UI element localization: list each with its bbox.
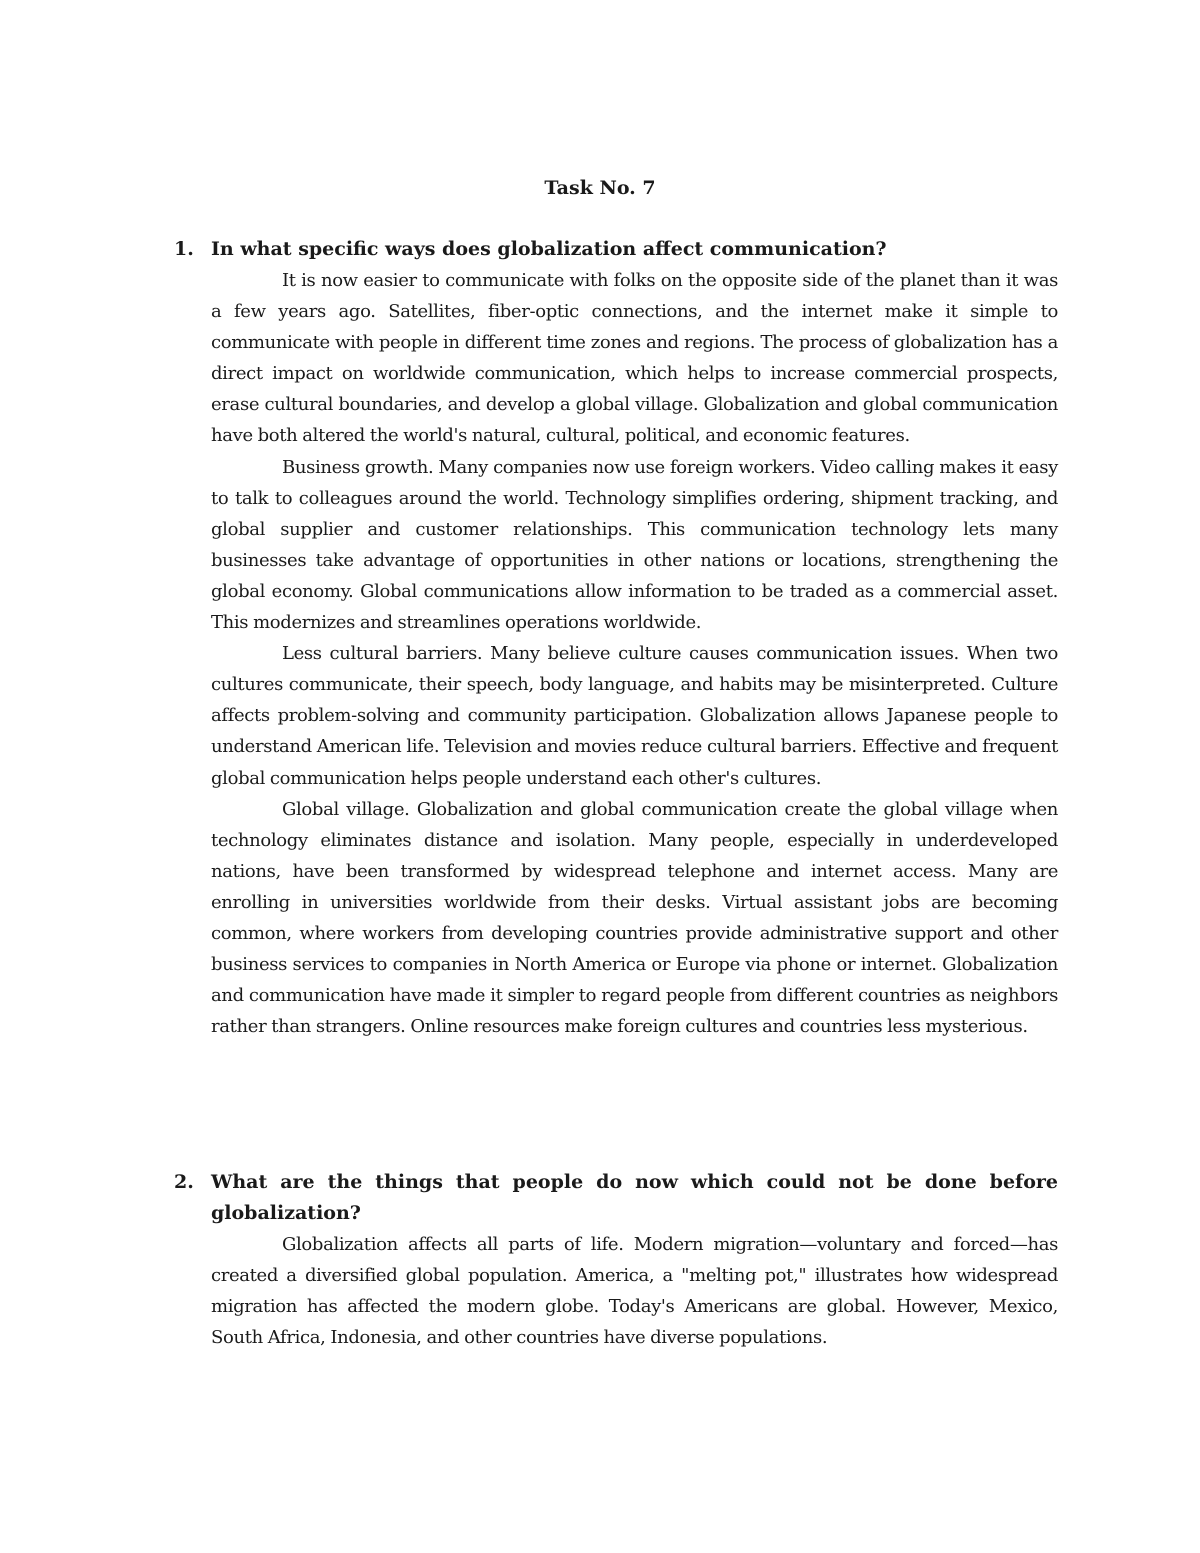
document-title: Task No. 7 — [544, 177, 656, 199]
question-body — [211, 1167, 1058, 1353]
answer-paragraph: Business growth. Many companies now use foreign workers. Video calling makes it easy to talk to colleagues around the world. Technology simplifies ordering, shipment tracking, and global supplier and customer relationships. This communication technology lets many businesses take advantage of opportunities in other nations or locations, strengthening the global economy. Global communications allow information to be traded as a commercial asset. This modernizes and streamlines operations worldwide. — [211, 456, 1058, 634]
answer-paragraph: Globalization affects all parts of life. Modern migration—voluntary and forced—has created a diversified global population. America, a "melting pot," illustrates how widespread migration has affected the modern globe. Today's Americans are global. However, Mexico, South Africa, Indonesia, and other countries have diverse populations. — [211, 1234, 1058, 1349]
question-number: 2. — [174, 1171, 194, 1193]
question-body — [211, 234, 1058, 1042]
answer-paragraph: Global village. Globalization and global communication create the global village when technology eliminates distance and isolation. Many people, especially in underdeveloped nations, have been transformed by widespread telephone and internet access. Many are enrolling in universities worldwide from their desks. Virtual assistant jobs are becoming common, where workers from developing countries provide administrative support and other business services to companies in North America or Europe via phone or internet. Globalization and communication have made it simpler to regard people from different countries as neighbors rather than strangers. Online resources make foreign cultures and countries less mysterious. — [211, 798, 1058, 1038]
answer-paragraph: It is now easier to communicate with folks on the opposite side of the planet than it was a few years ago. Satellites, fiber-optic connections, and the internet make it simple to communicate with people in different time zones and regions. The process of globalization has a direct impact on worldwide communication, which helps to increase commercial prospects, erase cultural boundaries, and develop a global village. Globalization and global communication have both altered the world's natural, cultural, political, and economic features. — [211, 270, 1058, 447]
question-heading: In what specific ways does globalization affect communication? — [211, 238, 887, 260]
question-heading: What are the things that people do now which could not be done before globalization? — [211, 1171, 1058, 1224]
question-number: 1. — [174, 238, 194, 260]
answer-paragraph: Less cultural barriers. Many believe culture causes communication issues. When two cultures communicate, their speech, body language, and habits may be misinterpreted. Culture affects problem-solving and community participation. Globalization allows Japanese people to understand American life. Television and movies reduce cultural barriers. Effective and frequent global communication helps people understand each other's cultures. — [211, 643, 1058, 789]
